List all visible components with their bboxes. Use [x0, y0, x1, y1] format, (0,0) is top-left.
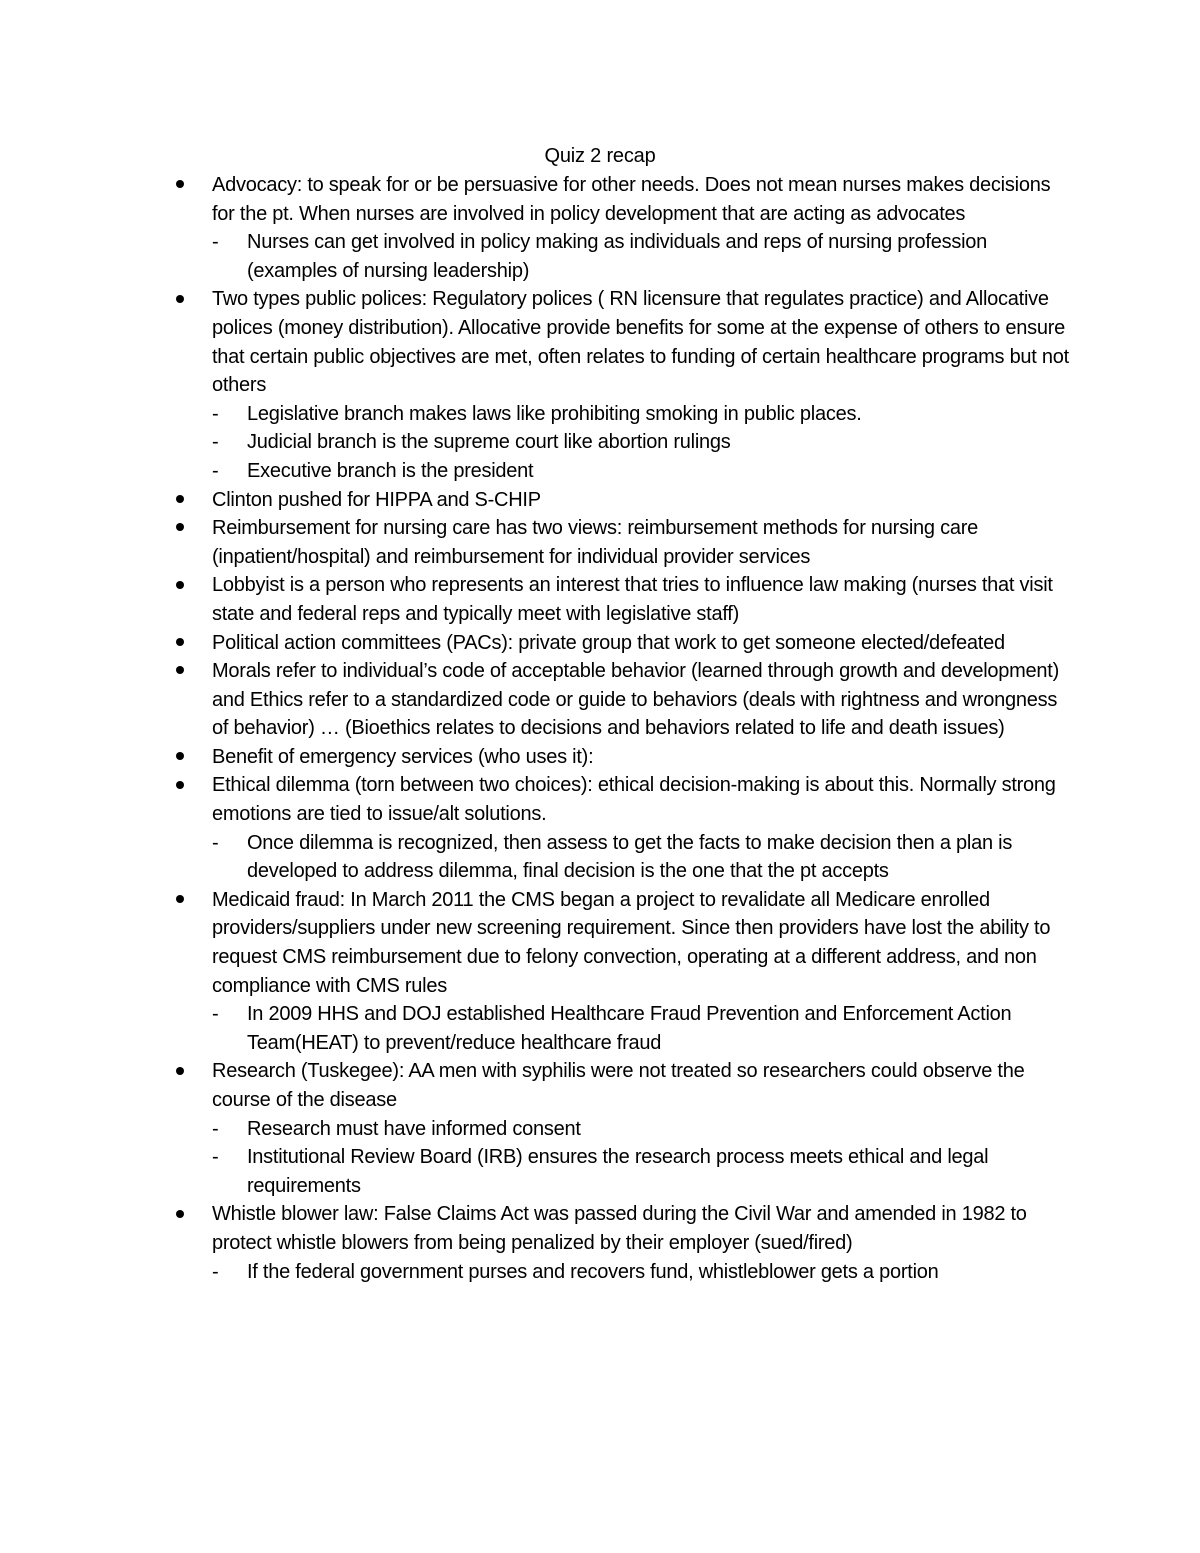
- bullet-icon: [174, 1057, 186, 1086]
- list-item-text: Benefit of emergency services (who uses it):: [212, 745, 594, 768]
- sub-item-text: Executive branch is the president: [247, 459, 534, 482]
- dash-icon: [212, 428, 218, 457]
- list-item-text: Clinton pushed for HIPPA and S-CHIP: [212, 488, 541, 511]
- page-title: Quiz 2 recap: [544, 145, 656, 167]
- bullet-icon: [174, 657, 186, 686]
- list-item: [0, 629, 1072, 658]
- bullet-icon: [174, 886, 186, 915]
- sub-item-text: Once dilemma is recognized, then assess to get the facts to make decision then a plan is developed to address dilemma, final decision is the one that the pt accepts: [247, 831, 1013, 883]
- sub-item-text: Institutional Review Board (IRB) ensures the research process meets ethical and legal requirements: [247, 1146, 989, 1197]
- list-item: [0, 771, 1072, 828]
- bullet-icon: [174, 771, 186, 800]
- bullet-icon: [174, 629, 186, 658]
- list-item: [0, 1057, 1072, 1114]
- sub-item: [0, 1143, 1072, 1200]
- sub-item-text: In 2009 HHS and DOJ established Healthcare Fraud Prevention and Enforcement Action Team(HEAT) to prevent/reduce healthcare fraud: [247, 1003, 1012, 1054]
- sub-item-text: Legislative branch makes laws like prohibiting smoking in public places.: [247, 402, 862, 425]
- list-item: [0, 171, 1072, 228]
- bullet-icon: [174, 571, 186, 600]
- list-item: [0, 571, 1072, 628]
- list-item-text: Advocacy: to speak for or be persuasive for other needs. Does not mean nurses makes decisions for the pt. When nurses are involved in policy development that are acting as advocates: [212, 174, 1051, 225]
- list-item-text: Political action committees (PACs): private group that work to get someone elected/defeated: [212, 631, 1005, 654]
- sub-item: [0, 457, 1072, 486]
- list-item: [0, 886, 1072, 1000]
- list-item-text: Ethical dilemma (torn between two choices): ethical decision-making is about this. Normally strong emotions are tied to issue/alt solutions.: [212, 774, 1056, 826]
- list-item-text: Reimbursement for nursing care has two views: reimbursement methods for nursing care (inpatient/hospital) and reimbursement for individual provider services: [212, 517, 978, 568]
- sub-item: [0, 1000, 1072, 1057]
- bullet-icon: [174, 171, 186, 200]
- list-item-text: Morals refer to individual’s code of acceptable behavior (learned through growth and development) and Ethics refer to a standardized code or guide to behaviors (deals with rightness and wrongness of behavior) … (Bioethics relates to decisions and behaviors related to life and death issues): [212, 660, 1060, 740]
- sub-item: [0, 228, 1072, 285]
- dash-icon: [212, 457, 218, 486]
- bullet-list: [0, 171, 1200, 1286]
- sub-item: [0, 829, 1072, 886]
- sub-item-text: Judicial branch is the supreme court like abortion rulings: [247, 431, 731, 454]
- list-item: [0, 657, 1072, 743]
- sub-item: [0, 400, 1072, 429]
- list-item-text: Medicaid fraud: In March 2011 the CMS began a project to revalidate all Medicare enrolled providers/suppliers under new screening requirement. Since then providers have lost the ability to request CMS reimbursement due to felony convection, operating at a different address, and non compliance with CMS rules: [212, 888, 1051, 997]
- sub-item: [0, 1115, 1072, 1144]
- list-item-text: Lobbyist is a person who represents an interest that tries to influence law making (nurses that visit state and federal reps and typically meet with legislative staff): [212, 574, 1053, 625]
- sub-item-text: Research must have informed consent: [247, 1117, 581, 1140]
- list-item: [0, 486, 1072, 515]
- list-item: [0, 285, 1072, 399]
- dash-icon: [212, 1115, 218, 1144]
- list-item-text: Research (Tuskegee): AA men with syphilis were not treated so researchers could observe the course of the disease: [212, 1060, 1025, 1111]
- list-item-text: Two types public polices: Regulatory polices ( RN licensure that regulates practice) and Allocative polices (money distribution). Allocative provide benefits for some at the expense of others to ensure that certain public objectives are met, often relates to funding of certain healthcare programs but not others: [212, 288, 1069, 397]
- sub-item-text: Nurses can get involved in policy making as individuals and reps of nursing profession (examples of nursing leadership): [247, 231, 988, 282]
- dash-icon: [212, 400, 218, 429]
- bullet-icon: [174, 514, 186, 543]
- list-item: [0, 514, 1072, 571]
- list-item: [0, 1200, 1072, 1257]
- sub-item: [0, 428, 1072, 457]
- bullet-icon: [174, 285, 186, 314]
- dash-icon: [212, 228, 218, 257]
- list-item-text: Whistle blower law: False Claims Act was passed during the Civil War and amended in 1982 to protect whistle blowers from being penalized by their employer (sued/fired): [212, 1203, 1027, 1254]
- sub-item: [0, 1258, 1072, 1287]
- dash-icon: [212, 829, 218, 858]
- sub-item-text: If the federal government purses and recovers fund, whistleblower gets a portion: [247, 1260, 939, 1283]
- bullet-icon: [174, 1200, 186, 1229]
- dash-icon: [212, 1143, 218, 1172]
- dash-icon: [212, 1258, 218, 1287]
- list-item: [0, 743, 1072, 772]
- bullet-icon: [174, 743, 186, 772]
- bullet-icon: [174, 486, 186, 515]
- dash-icon: [212, 1000, 218, 1029]
